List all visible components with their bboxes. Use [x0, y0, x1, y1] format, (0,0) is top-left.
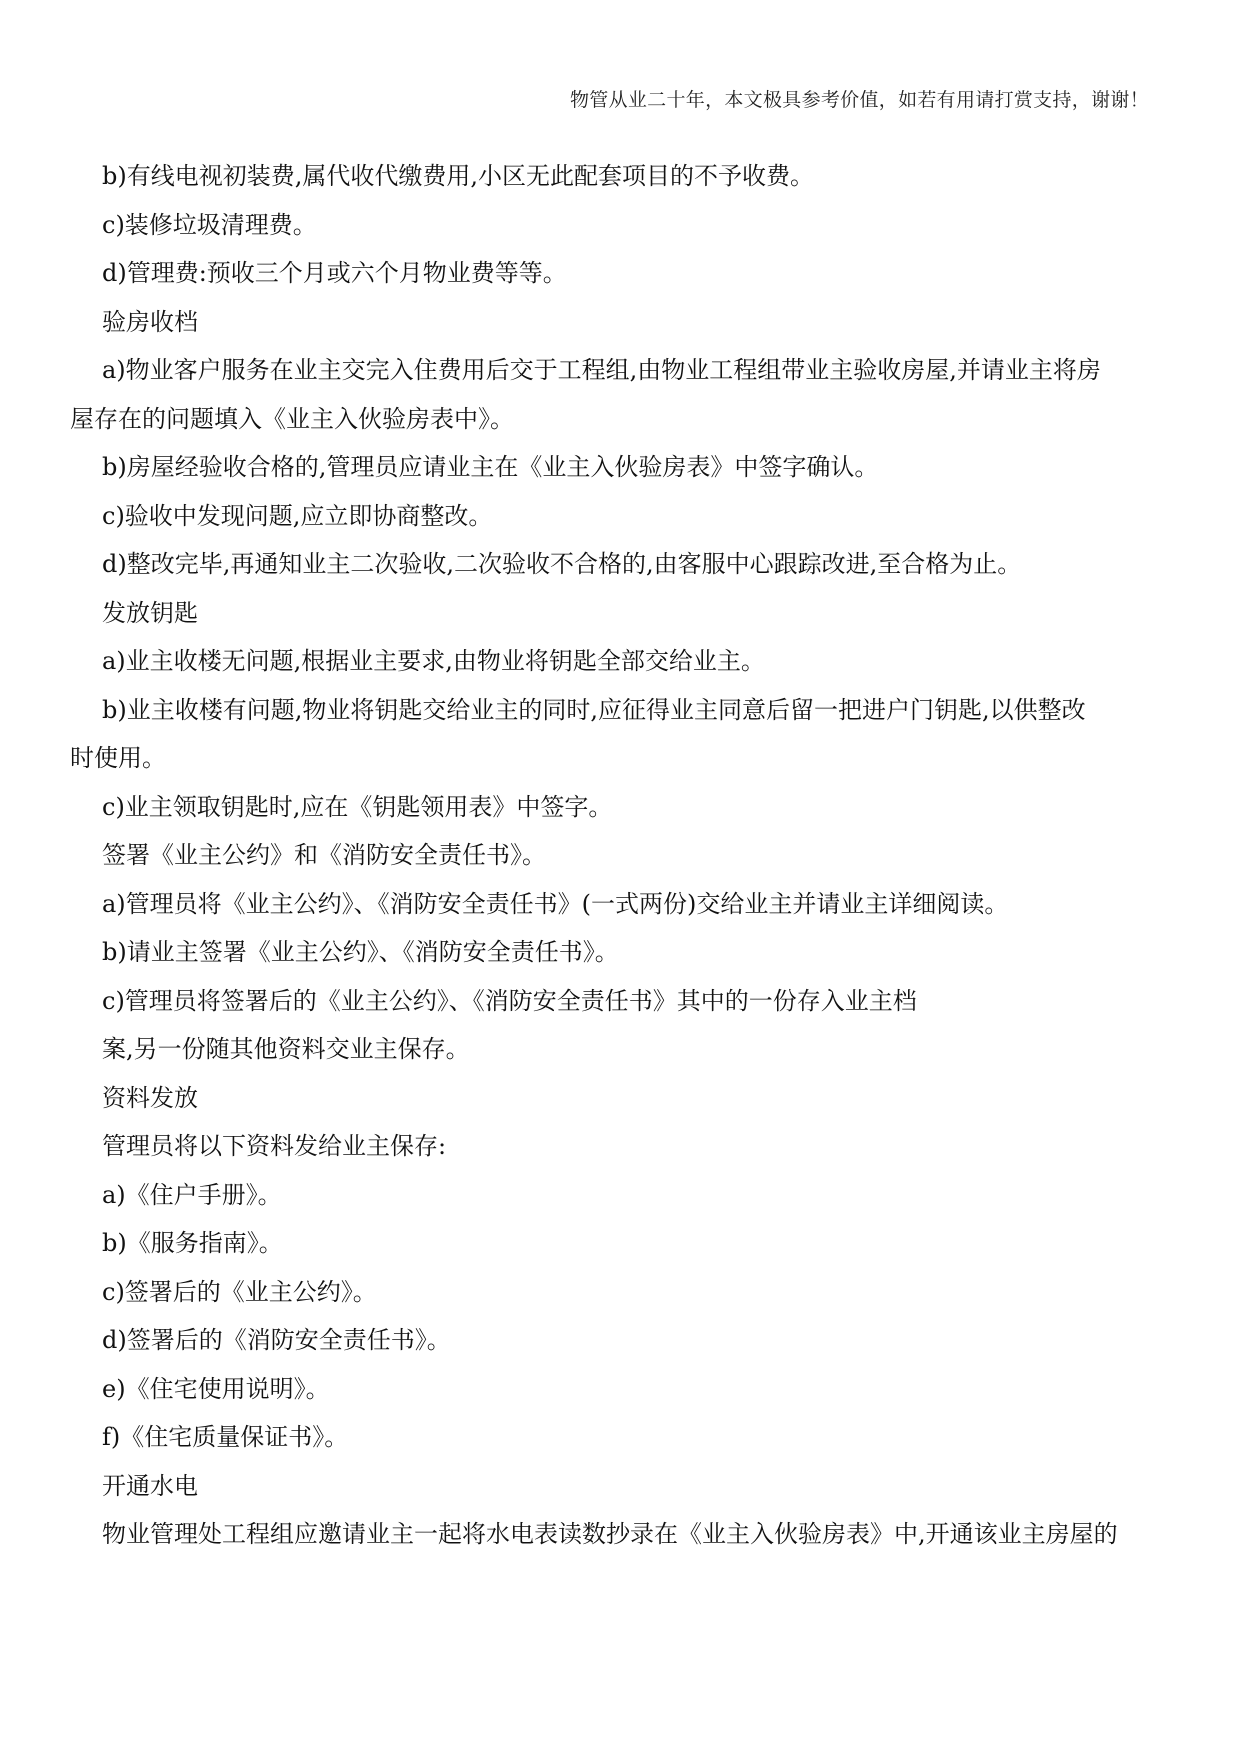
- text-line: b)业主收楼有问题,物业将钥匙交给业主的同时,应征得业主同意后留一把进户门钥匙,以供整改: [102, 695, 1086, 724]
- text-line: 案,另一份随其他资料交业主保存。: [102, 1035, 470, 1063]
- section-heading: 发放钥匙: [102, 598, 198, 627]
- text-line: b)请业主签署《业主公约》、《消防安全责任书》。: [102, 938, 619, 966]
- text-line: b)房屋经验收合格的,管理员应请业主在《业主入伙验房表》中签字确认。: [102, 453, 879, 481]
- section-heading: 签署《业主公约》和《消防安全责任书》。: [102, 841, 546, 869]
- text-line: c)装修垃圾清理费。: [102, 210, 317, 239]
- list-item: f)《住宅质量保证书》。: [102, 1423, 349, 1451]
- section-heading: 资料发放: [102, 1083, 198, 1112]
- text-line: b)有线电视初装费,属代收代缴费用,小区无此配套项目的不予收费。: [102, 162, 814, 190]
- text-line: c)管理员将签署后的《业主公约》、《消防安全责任书》其中的一份存入业主档: [102, 986, 917, 1015]
- header-note: 物管从业二十年，本文极具参考价值，如若有用请打赏支持，谢谢！: [569, 89, 1149, 111]
- section-heading: 开通水电: [102, 1471, 198, 1500]
- text-line: c)验收中发现问题,应立即协商整改。: [102, 501, 493, 530]
- list-item: e)《住宅使用说明》。: [102, 1374, 330, 1403]
- text-line: 屋存在的问题填入《业主入伙验房表中》。: [70, 404, 514, 433]
- text-line: a)业主收楼无问题,根据业主要求,由物业将钥匙全部交给业主。: [102, 647, 765, 675]
- text-line: a)管理员将《业主公约》、《消防安全责任书》(一式两份)交给业主并请业主详细阅读。: [102, 889, 1009, 918]
- text-line: 物业管理处工程组应邀请业主一起将水电表读数抄录在《业主入伙验房表》中,开通该业主房屋的: [102, 1520, 1118, 1548]
- text-line: d)整改完毕,再通知业主二次验收,二次验收不合格的,由客服中心跟踪改进,至合格为止。: [102, 550, 1022, 578]
- text-line: 时使用。: [70, 744, 166, 772]
- document-body: [70, 152, 1170, 1559]
- text-line: c)业主领取钥匙时,应在《钥匙领用表》中签字。: [102, 792, 613, 821]
- text-line: d)管理费:预收三个月或六个月物业费等等。: [102, 259, 567, 287]
- text-line: 管理员将以下资料发给业主保存:: [102, 1132, 447, 1160]
- text-line: a)物业客户服务在业主交完入住费用后交于工程组,由物业工程组带业主验收房屋,并请业主将房: [102, 356, 1101, 384]
- list-item: d)签署后的《消防安全责任书》。: [102, 1326, 451, 1354]
- list-item: b)《服务指南》。: [102, 1229, 283, 1257]
- list-item: c)签署后的《业主公约》。: [102, 1277, 377, 1306]
- list-item: a)《住户手册》。: [102, 1180, 282, 1209]
- section-heading: 验房收档: [102, 307, 198, 336]
